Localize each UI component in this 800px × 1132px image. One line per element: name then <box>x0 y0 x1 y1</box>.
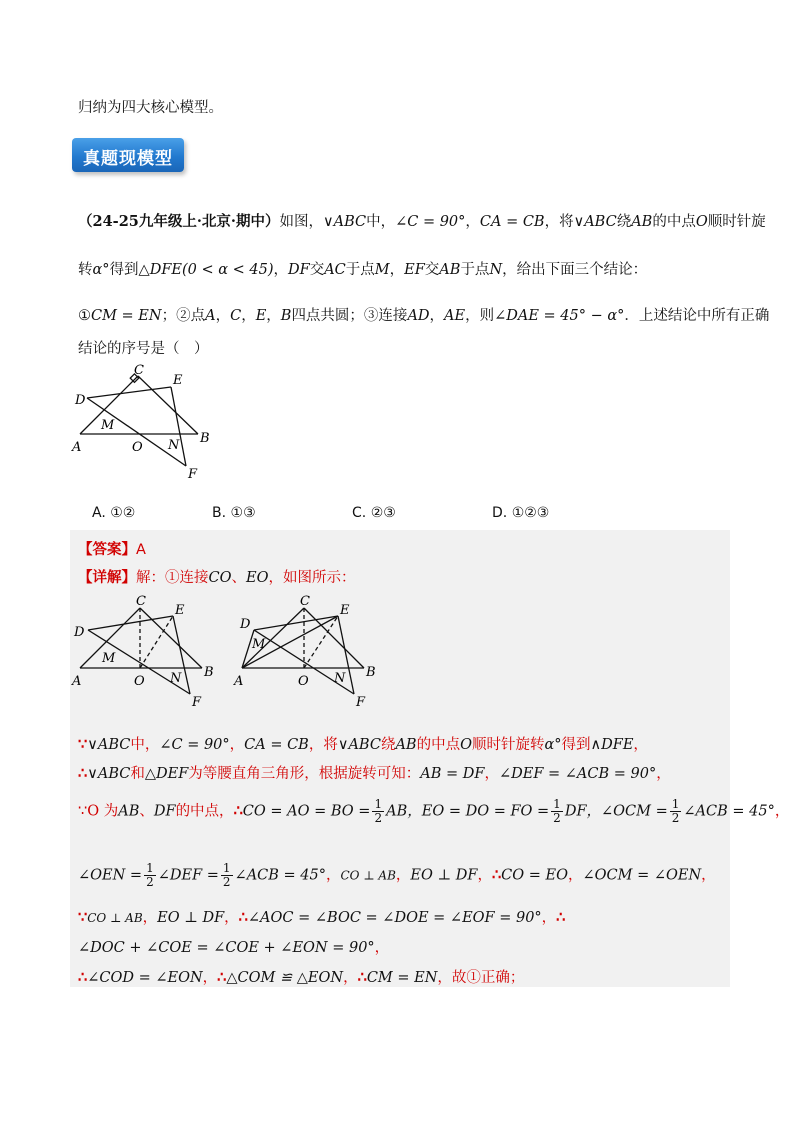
label-n: N <box>168 438 180 453</box>
sol1-label-o: O <box>134 674 145 689</box>
solution-line-3: ∵O 为AB、DF的中点，∴CO = AO = BO = $\frac{1}{2}$ AB，EO = DO = FO = $\frac{1}{2}$ DF，∠OCM = $\frac{1}{2}$ ∠ACB = 45°， <box>78 797 790 825</box>
sol2-label-f: F <box>356 695 366 710</box>
line-ef <box>171 387 186 466</box>
label-b: B <box>200 431 210 446</box>
sol1-label-e: E <box>175 603 185 618</box>
sol1-label-m: M <box>102 651 116 666</box>
question-line-1: （24-25九年级上·北京·期中）如图，∨ABC中，∠C = 90°，CA = CB，将∨ABC绕AB的中点O顺时针旋 <box>78 213 766 230</box>
label-f: F <box>188 467 198 482</box>
sol2-label-o: O <box>298 674 309 689</box>
solution-line-1: ∵∨ABC中，∠C = 90°，CA = CB，将∨ABC绕AB的中点O顺时针旋转α°得到∧DFE， <box>78 736 648 753</box>
sol1-label-f: F <box>192 695 202 710</box>
choice-a[interactable]: A. ①② <box>92 505 136 521</box>
label-o: O <box>132 440 143 455</box>
question-line-2: 转α°得到△DFE(0 < α < 45)，DF交AC于点M，EF交AB于点N，给出下面三个结论： <box>78 262 648 278</box>
choice-c[interactable]: C. ②③ <box>352 505 396 521</box>
label-c: C <box>134 363 144 378</box>
banner-label: 真题现模型 <box>83 149 173 169</box>
answer-tag: 【答案】 <box>78 542 136 558</box>
sol1-label-c: C <box>136 594 146 609</box>
answer-value: A <box>136 542 146 558</box>
solution-figure-1 <box>70 590 220 710</box>
detail-tag: 【详解】 <box>78 569 136 586</box>
sol2-label-e: E <box>340 603 350 618</box>
solution-figure-2 <box>232 590 382 710</box>
sol2-label-a: A <box>234 674 244 689</box>
question-source: （24-25九年级上·北京·期中） <box>78 213 280 230</box>
choice-d[interactable]: D. ①②③ <box>492 505 550 521</box>
line-cb <box>138 376 198 434</box>
sol2-label-c: C <box>300 594 310 609</box>
label-e: E <box>173 373 183 388</box>
solution-line-6: ∠DOC + ∠COE = ∠COE + ∠EON = 90°， <box>78 940 390 956</box>
sol1-label-a: A <box>72 674 82 689</box>
sol2-label-n: N <box>334 671 346 686</box>
solution-line-4: ∠OEN = $\frac{1}{2}$ ∠DEF = $\frac{1}{2}$ ∠ACB = 45°，CO ⊥ AB，EO ⊥ DF，∴CO = EO，∠OCM = ∠OEN， <box>78 861 716 889</box>
label-d: D <box>75 393 86 408</box>
sol1-label-b: B <box>204 665 214 680</box>
question-figure <box>70 362 220 482</box>
sol1-label-d: D <box>74 625 85 640</box>
answer-line <box>78 538 146 559</box>
question-line-3: ①CM = EN；②点A，C，E，B四点共圆；③连接AD，AE，则∠DAE = 45° − α°．上述结论中所有正确 <box>78 308 770 324</box>
label-m: M <box>101 418 115 433</box>
solution-line-2: ∴∨ABC和△DEF为等腰直角三角形，根据旋转可知：AB = DF，∠DEF = ∠ACB = 90°， <box>78 765 671 782</box>
detail-line: 【详解】解：①连接CO、EO，如图所示： <box>78 569 356 586</box>
sol2-label-m: M <box>252 637 266 652</box>
solution-line-5: ∵CO ⊥ AB，EO ⊥ DF，∴∠AOC = ∠BOC = ∠DOE = ∠EOF = 90°，∴ <box>78 909 566 926</box>
solution-line-7: ∴∠COD = ∠EON，∴△COM ≌ △EON，∴CM = EN，故①正确； <box>78 969 525 986</box>
label-a: A <box>72 440 82 455</box>
section-banner <box>72 138 184 172</box>
sol2-label-b: B <box>366 665 376 680</box>
sol2-label-d: D <box>240 617 251 632</box>
choice-b[interactable]: B. ①③ <box>212 505 256 521</box>
intro-text: 归纳为四大核心模型。 <box>78 100 223 116</box>
question-line-4: 结论的序号是（ ） <box>78 341 209 357</box>
sol1-label-n: N <box>170 671 182 686</box>
